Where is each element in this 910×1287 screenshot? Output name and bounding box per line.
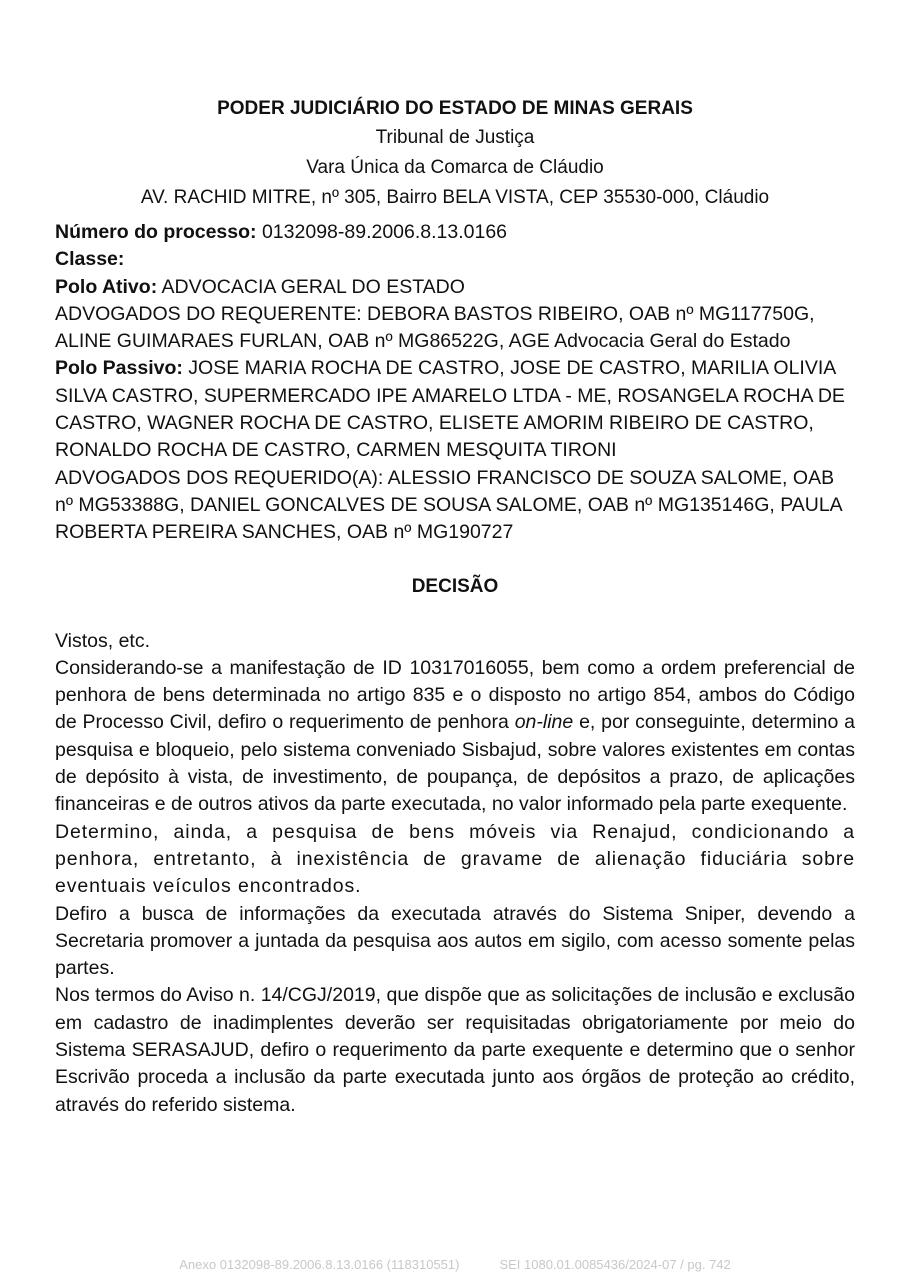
class-field: [55, 246, 855, 273]
paragraph-sisbajud-part2: e, por conseguinte, determino a pesquisa e bloqueio, pelo sistema conveniado Sisbajud, sobre valores existentes em contas de depósito à vista, de investimento, de poupança, de depósitos a prazo, de aplicações financeiras e de outros ativos da parte executada, no valor informado pela parte exequente.: [55, 711, 855, 816]
footer-annex: Anexo 0132098-89.2006.8.13.0166 (118310551): [179, 1257, 460, 1272]
page-footer: [0, 1257, 910, 1272]
passive-party: [55, 355, 855, 464]
passive-party-value: JOSE MARIA ROCHA DE CASTRO, JOSE DE CASTRO, MARILIA OLIVIA SILVA CASTRO, SUPERMERCADO IPE AMARELO LTDA - ME, ROSANGELA ROCHA DE CASTRO, WAGNER ROCHA DE CASTRO, ELISETE AMORIM RIBEIRO DE CASTRO, RONALDO ROCHA DE CASTRO, CARMEN MESQUITA TIRONI: [55, 357, 845, 462]
paragraph-renajud: Determino, ainda, a pesquisa de bens móveis via Renajud, condicionando a penhora, entretanto, à inexistência de gravame de alienação fiduciária sobre eventuais veículos encontrados.: [55, 820, 855, 898]
plaintiff-lawyers: ADVOGADOS DO REQUERENTE: DEBORA BASTOS RIBEIRO, OAB nº MG117750G, ALINE GUIMARAES FURLAN, OAB nº MG86522G, AGE Advocacia Geral do Estado: [55, 302, 815, 353]
decision-heading: DECISÃO: [411, 575, 499, 597]
paragraph-sisbajud: [55, 655, 855, 819]
active-party-value: ADVOCACIA GERAL DO ESTADO: [157, 275, 465, 298]
online-term: on-line: [514, 711, 574, 734]
class-label: Classe:: [55, 248, 125, 271]
active-party-label: Polo Ativo:: [55, 275, 158, 298]
process-number-value: 0132098-89.2006.8.13.0166: [256, 221, 508, 243]
court-address: AV. RACHID MITRE, nº 305, Bairro BELA VISTA, CEP 35530-000, Cláudio: [140, 187, 770, 208]
footer-sei: SEI 1080.01.0085436/2024-07 / pg. 742: [499, 1257, 731, 1272]
court-title: PODER JUDICIÁRIO DO ESTADO DE MINAS GERAIS: [217, 98, 693, 119]
process-number-label: Número do processo:: [55, 221, 257, 243]
paragraph-serasajud: Nos termos do Aviso n. 14/CGJ/2019, que dispõe que as solicitações de inclusão e exclusão em cadastro de inadimplentes deverão ser requisitadas obrigatoriamente por meio do Sistema SERASAJUD, defiro o requerimento da parte exequente e determino que o senhor Escrivão proceda a inclusão da parte executada junto aos órgãos de proteção ao crédito, através do referido sistema.: [55, 984, 855, 1116]
process-metadata: [55, 219, 855, 547]
document-page: [55, 94, 855, 1119]
defendant-lawyers: ADVOGADOS DOS REQUERIDO(A): ALESSIO FRANCISCO DE SOUZA SALOME, OAB nº MG53388G, DANIEL GONCALVES DE SOUSA SALOME, OAB nº MG135146G, PAULA ROBERTA PEREIRA SANCHES, OAB nº MG190727: [55, 466, 842, 544]
court-name: Tribunal de Justiça: [375, 127, 535, 148]
passive-party-label: Polo Passivo:: [55, 357, 183, 380]
vara-name: Vara Única da Comarca de Cláudio: [306, 157, 604, 178]
paragraph-sisbajud-part1: Considerando-se a manifestação de ID 10317016055, bem como a ordem preferencial de penhora de bens determinada no artigo 835 e o disposto no artigo 854, ambos do Código de Processo Civil, defiro o requerimento de penhora: [55, 656, 855, 734]
vistos-paragraph: Vistos, etc.: [55, 629, 151, 652]
paragraph-sniper: Defiro a busca de informações da executada através do Sistema Sniper, devendo a Secretaria promover a juntada da pesquisa aos autos em sigilo, com acesso somente pelas partes.: [55, 902, 855, 980]
decision-body: [55, 628, 855, 1119]
process-number: [55, 219, 855, 246]
active-party: [55, 274, 855, 301]
